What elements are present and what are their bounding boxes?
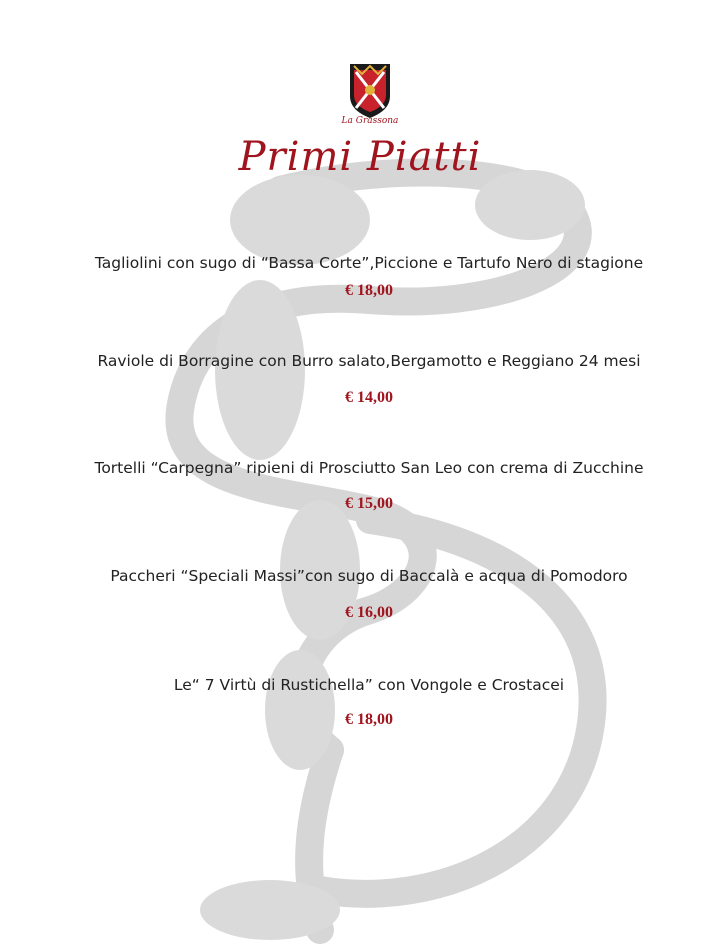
menu-item-4-name: Paccheri “Speciali Massi”con sugo di Baccalà e acqua di Pomodoro [110, 567, 628, 585]
menu-item-4-price: € 16,00 [345, 604, 393, 621]
menu-item-2-price: € 14,00 [345, 389, 393, 406]
menu-item-3-name: Tortelli “Carpegna” ripieni di Prosciutto San Leo con crema di Zucchine [94, 459, 644, 477]
menu-item-5-name: Le“ 7 Virtù di Rustichella” con Vongole e Crostacei [173, 676, 565, 694]
page-title: Primi Piatti [238, 134, 482, 180]
menu-item-3-price: € 15,00 [345, 495, 393, 512]
menu-item-5-price: € 18,00 [345, 711, 393, 728]
menu-item-2-name: Raviole di Borragine con Burro salato,Bergamotto e Reggiano 24 mesi [97, 352, 641, 370]
logo-wordmark: La Grassona [341, 116, 399, 126]
menu-item-1-name: Tagliolini con sugo di “Bassa Corte”,Piccione e Tartufo Nero di stagione [94, 254, 644, 272]
menu-item-1-price: € 18,00 [345, 282, 393, 299]
